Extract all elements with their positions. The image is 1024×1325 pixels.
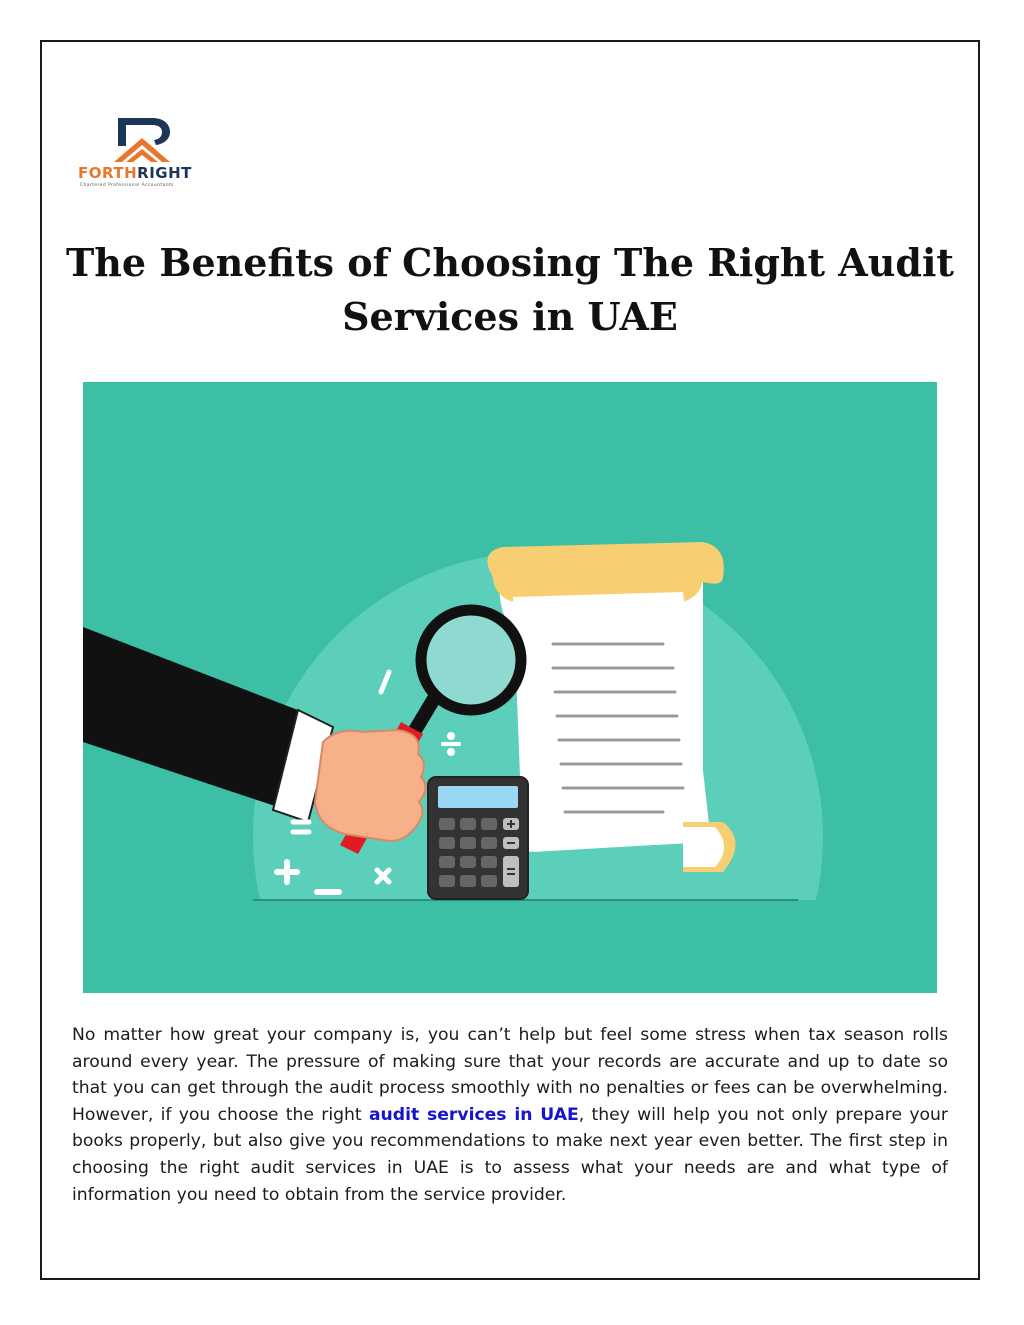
title-line-2: Services in UAE <box>342 294 678 339</box>
body-text-before: No matter how great your company is, you can’t help but feel some stress when tax season rolls around every year. The pressure of making sure that your records are accurate and up to date so that you can get through the audit process smoothly with no penalties or fees can be overwhelming. However, if you choose the right <box>72 1025 948 1125</box>
logo-wordmark <box>78 164 192 182</box>
body-paragraph <box>72 1022 948 1208</box>
audit-services-link[interactable]: audit services in UAE <box>368 1104 579 1125</box>
hero-illustration <box>83 382 937 993</box>
logo-tagline: Chartered Professional Accountants <box>80 183 174 188</box>
arm-sleeve <box>83 627 333 822</box>
logo-word-right: RIGHT <box>137 164 192 182</box>
calculator-icon <box>428 777 528 899</box>
hand <box>315 730 426 841</box>
page-title <box>60 236 960 344</box>
logo-mark-icon <box>114 118 176 162</box>
logo-word-forth: FORTH <box>78 164 138 182</box>
title-line-1: The Benefits of Choosing The Right Audit <box>66 240 954 285</box>
audit-illustration <box>83 382 937 993</box>
body-text-after: , they will help you not only prepare your books properly, but also give you recommendations to make next year even better. The first step in choosing the right audit services in UAE is to assess what your needs are and what type of information you need to obtain from the service provider. <box>72 1104 949 1205</box>
company-logo[interactable] <box>78 118 218 188</box>
